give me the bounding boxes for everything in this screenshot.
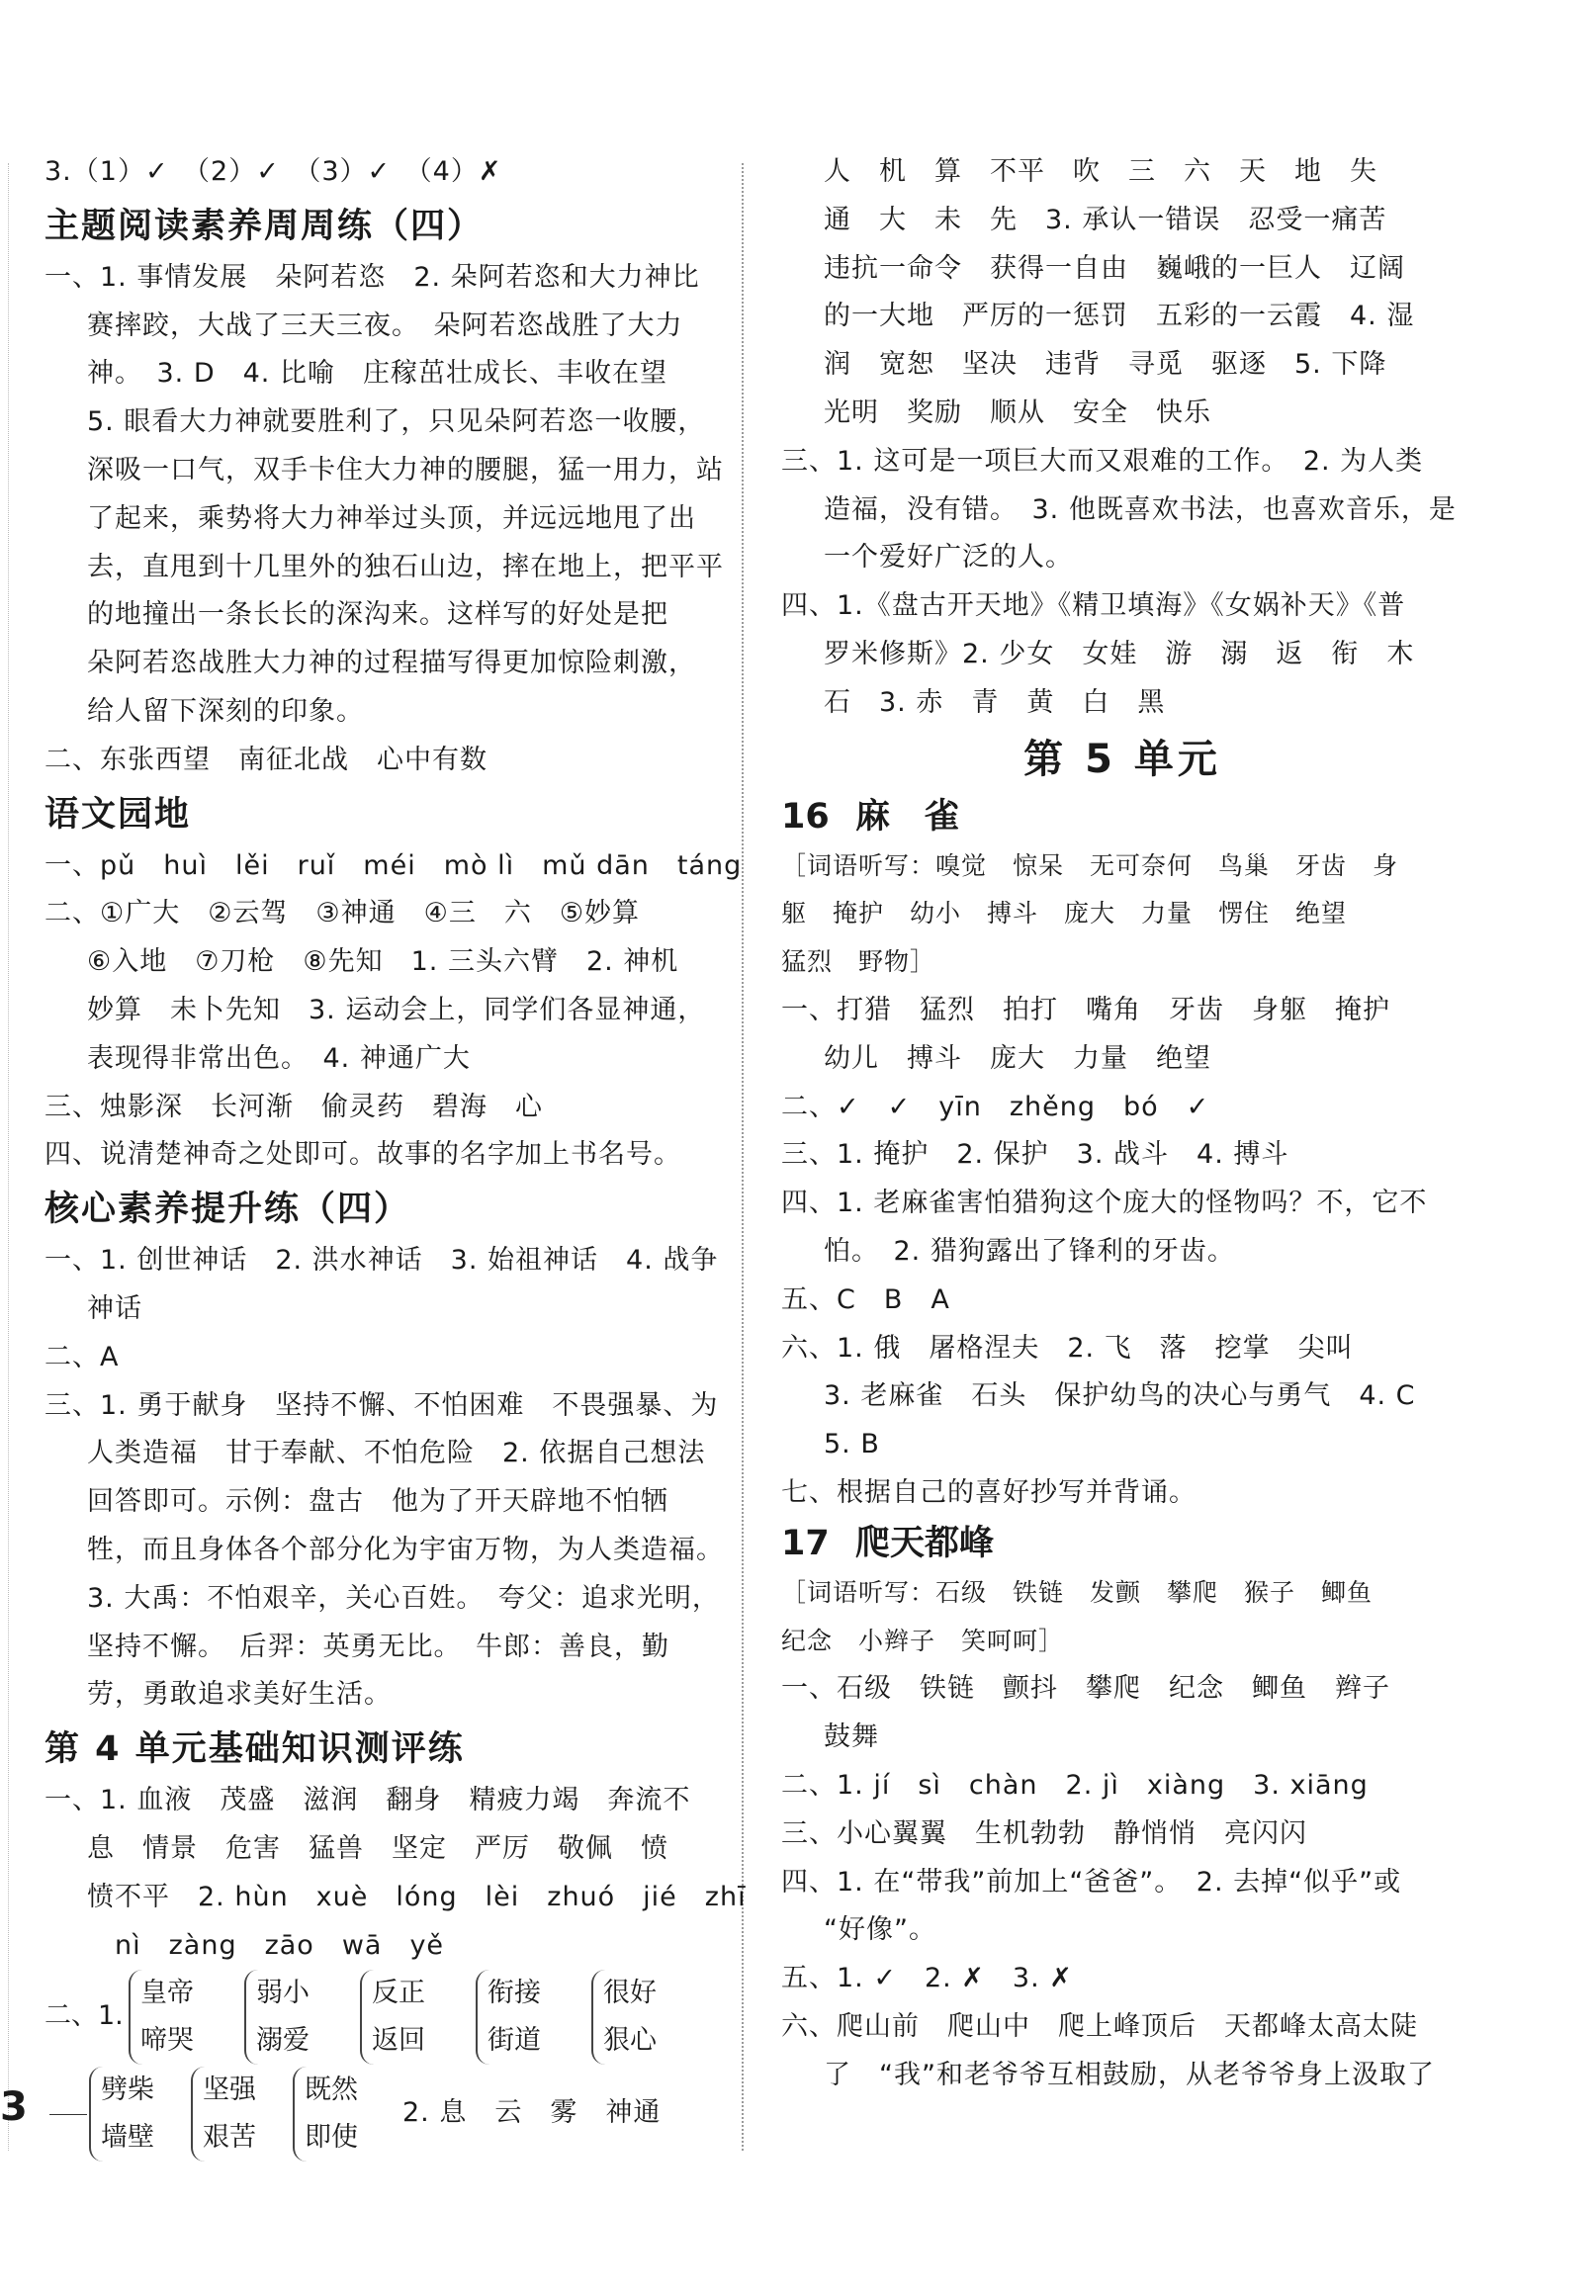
answer-line: 三、1. 勇于献身 坚持不懈、不怕困难 不畏强暴、为 [44, 1389, 719, 1421]
dictation-line: ［词语听写：嗅觉 惊呆 无可奈何 鸟巢 牙齿 身 [781, 850, 1399, 880]
page-number: 3 [0, 2084, 28, 2130]
answer-line: 的地撞出一条长长的深沟来。这样写的好处是把 [87, 599, 668, 631]
pair-word: 劈柴 [101, 2075, 154, 2106]
answer-line: 5. B [824, 1429, 880, 1460]
answer-line: 了起来，乘势将大力神举过头顶，并远远地甩了出 [87, 502, 696, 534]
answer-line: 二、1. jí sì chàn 2. jì xiàng 3. xiāng [781, 1769, 1369, 1801]
answer-line: 神话 [87, 1292, 142, 1324]
answer-line: 违抗一命令 获得一自由 巍峨的一巨人 辽阔 [824, 252, 1405, 284]
answer-line: 光明 奖励 顺从 安全 快乐 [824, 397, 1211, 428]
answer-line: 二、东张西望 南征北战 心中有数 [44, 744, 488, 775]
dictation-line: 猛烈 野物］ [781, 947, 936, 977]
answer-line: 一、打猎 猛烈 拍打 嘴角 牙齿 身躯 掩护 [781, 994, 1390, 1025]
answer-line: 七、根据自己的喜好抄写并背诵。 [781, 1476, 1197, 1508]
answer-line: 四、1.《盘古开天地》《精卫填海》《女娲补天》《普 [781, 590, 1406, 622]
answer-line: 牲，而且身体各个部分化为宇宙万物，为人类造福。 [87, 1534, 724, 1565]
pairs-label: 二、1. [44, 2000, 124, 2032]
answer-line: 三、1. 这可是一项巨大而又艰难的工作。 2. 为人类 [781, 445, 1424, 477]
pairs-row2-tail: 2. 息 云 雾 神通 [402, 2097, 662, 2129]
pair-word: 弱小 [256, 1978, 310, 2009]
section-heading: 主题阅读素养周周练（四） [44, 206, 485, 246]
answer-line: 妙算 未卜先知 3. 运动会上，同学们各显神通， [87, 994, 706, 1025]
answer-line: 人类造福 甘于奉献、不怕危险 2. 依据自己想法 [87, 1438, 706, 1469]
pair-word: 啼哭 [140, 2025, 194, 2057]
answer-line: 一、1. 事情发展 朵阿若恣 2. 朵阿若恣和大力神比 [44, 261, 700, 293]
answer-line: 五、C B A [781, 1283, 950, 1315]
answer-line: 五、1. ✓ 2. ✗ 3. ✗ [781, 1963, 1073, 1994]
word-pair [129, 1970, 194, 2065]
section-heading: 第 4 单元基础知识测评练 [44, 1729, 465, 1770]
word-pair [89, 2067, 154, 2162]
pair-word: 溺爱 [256, 2025, 310, 2057]
answer-line: ⑥入地 ⑦刀枪 ⑧先知 1. 三头六臂 2. 神机 [87, 946, 679, 978]
answer-line: 六、爬山前 爬山中 爬上峰顶后 天都峰太高太陡 [781, 2010, 1418, 2042]
answer-line: 一个爱好广泛的人。 [824, 542, 1073, 574]
answer-line: 3.（1）✓ （2）✓ （3）✓ （4）✗ [44, 156, 502, 187]
answer-line: 给人留下深刻的印象。 [87, 695, 364, 727]
answer-line: 息 情景 危害 猛兽 坚定 严厉 敬佩 愤 [87, 1832, 668, 1864]
answer-line: 了 “我”和老爷爷互相鼓励，从老爷爷身上汲取了 [824, 2059, 1435, 2090]
lesson-name: 麻 雀 [855, 796, 960, 837]
answer-line: 四、说清楚神奇之处即可。故事的名字加上书名号。 [44, 1139, 681, 1171]
lesson-16-title [781, 791, 1463, 842]
answer-line: 三、小心翼翼 生机勃勃 静悄悄 亮闪闪 [781, 1817, 1307, 1849]
dictation-line: 躯 掩护 幼小 搏斗 庞大 力量 愣住 绝望 [781, 899, 1348, 928]
lesson-number: 17 [781, 1523, 830, 1563]
word-pair [191, 2067, 256, 2162]
answer-line: 一、1. 创世神话 2. 洪水神话 3. 始祖神话 4. 战争 [44, 1245, 719, 1277]
answer-line: 一、pǔ huì lěi ruǐ méi mò lì mǔ dān táng [44, 849, 743, 881]
answer-line: 三、烛影深 长河渐 偷灵药 碧海 心 [44, 1091, 543, 1122]
pair-word: 狠心 [603, 2025, 657, 2057]
answer-line: 石 3. 赤 青 黄 白 黑 [824, 686, 1166, 718]
answer-line: 一、1. 血液 茂盛 滋润 翻身 精疲力竭 奔流不 [44, 1785, 691, 1816]
pair-word: 很好 [603, 1978, 657, 2009]
answer-line: 愤不平 2. hùn xuè lóng lèi zhuó jié zhī [87, 1881, 747, 1912]
answer-line: 去，直甩到十几里外的独石山边，摔在地上，把平平 [87, 551, 724, 582]
page-number-rule [49, 2114, 87, 2115]
pair-word: 返回 [372, 2025, 425, 2057]
answer-line: 神。 3. D 4. 比喻 庄稼茁壮成长、丰收在望 [87, 358, 667, 390]
pair-word: 既然 [305, 2075, 358, 2106]
pair-word: 衔接 [488, 1978, 541, 2009]
answer-line: 人 机 算 不平 吹 三 六 天 地 失 [824, 156, 1377, 187]
right-column [781, 148, 1463, 2099]
pair-word: 即使 [305, 2122, 358, 2154]
answer-line: 回答即可。示例：盘古 他为了开天辟地不怕牺 [87, 1486, 668, 1518]
answer-line: 怕。 2. 猎狗露出了锋利的牙齿。 [824, 1235, 1235, 1267]
answer-line: 赛摔跤，大战了三天三夜。 朵阿若恣战胜了大力 [87, 309, 683, 341]
answer-line: 朵阿若恣战胜大力神的过程描写得更加惊险刺激， [87, 648, 696, 679]
answer-line: 三、1. 掩护 2. 保护 3. 战斗 4. 搏斗 [781, 1139, 1289, 1171]
answer-line: 坚持不懈。 后羿：英勇无比。 牛郎：善良，勤 [87, 1631, 669, 1662]
answer-line: “好像”。 [824, 1914, 936, 1946]
answer-line: 四、1. 在“带我”前加上“爸爸”。 2. 去掉“似乎”或 [781, 1866, 1402, 1898]
answer-line: 造福，没有错。 3. 他既喜欢书法，也喜欢音乐，是 [824, 493, 1457, 525]
section-heading: 语文园地 [44, 794, 192, 835]
answer-line: 深吸一口气，双手卡住大力神的腰腿，猛一用力，站 [87, 454, 724, 486]
word-pair [293, 2067, 358, 2162]
answer-line: 二、A [44, 1341, 120, 1372]
column-divider [742, 163, 744, 2151]
dictation-line: ［词语听写：石级 铁链 发颤 攀爬 猴子 鲫鱼 [781, 1577, 1374, 1607]
answer-line: 一、石级 铁链 颤抖 攀爬 纪念 鲫鱼 辫子 [781, 1673, 1390, 1705]
answer-line: 表现得非常出色。 4. 神通广大 [87, 1042, 471, 1074]
pair-word: 反正 [372, 1978, 425, 2009]
lesson-name: 爬天都峰 [855, 1523, 995, 1563]
unit-title: 第 5 单元 [1023, 736, 1221, 782]
answer-line: 5. 眼看大力神就要胜利了，只见朵阿若恣一收腰， [87, 406, 706, 438]
pair-word: 坚强 [203, 2075, 256, 2106]
homophone-pairs-row-2 [44, 2067, 717, 2164]
answer-line: 幼儿 搏斗 庞大 力量 绝望 [824, 1042, 1211, 1074]
answer-line: 二、✓ ✓ yīn zhěng bó ✓ [781, 1091, 1210, 1122]
word-pair [476, 1970, 541, 2065]
left-column [44, 148, 747, 2164]
answer-line: 鼓舞 [824, 1722, 879, 1753]
answer-line: 四、1. 老麻雀害怕猎狗这个庞大的怪物吗？不，它不 [781, 1188, 1428, 1219]
answer-line: 3. 大禹：不怕艰辛，关心百姓。 夸父：追求光明， [87, 1582, 720, 1614]
pair-word: 墙壁 [101, 2122, 154, 2154]
lesson-number: 16 [781, 796, 830, 837]
answer-line: 罗米修斯》2. 少女 女娃 游 溺 返 衔 木 [824, 638, 1415, 669]
answer-line: 3. 老麻雀 石头 保护幼鸟的决心与勇气 4. C [824, 1380, 1416, 1412]
answer-line: 通 大 未 先 3. 承认一错误 忍受一痛苦 [824, 204, 1387, 235]
answer-line: 二、①广大 ②云驾 ③神通 ④三 六 ⑤妙算 [44, 898, 641, 929]
answer-line: nì zàng zāo wā yě [87, 1929, 445, 1961]
dictation-line: 纪念 小辫子 笑呵呵］ [781, 1626, 1065, 1655]
section-heading: 核心素养提升练（四） [44, 1190, 411, 1230]
lesson-17-title [781, 1518, 1463, 1569]
answer-line: 六、1. 俄 屠格涅夫 2. 飞 落 挖掌 尖叫 [781, 1332, 1354, 1364]
answer-line: 劳，勇敢追求美好生活。 [87, 1679, 392, 1711]
answer-line: 润 宽恕 坚决 违背 寻觅 驱逐 5. 下降 [824, 349, 1387, 381]
pair-word: 皇帝 [140, 1978, 194, 2009]
pair-word: 街道 [488, 2025, 541, 2057]
pair-word: 艰苦 [203, 2122, 256, 2154]
word-pair [244, 1970, 310, 2065]
word-pair [360, 1970, 425, 2065]
answer-line: 的一大地 严厉的一惩罚 五彩的一云霞 4. 湿 [824, 301, 1415, 332]
word-pair [591, 1970, 657, 2065]
left-margin-mark [8, 163, 9, 2151]
homophone-pairs-row-1 [44, 1970, 717, 2067]
